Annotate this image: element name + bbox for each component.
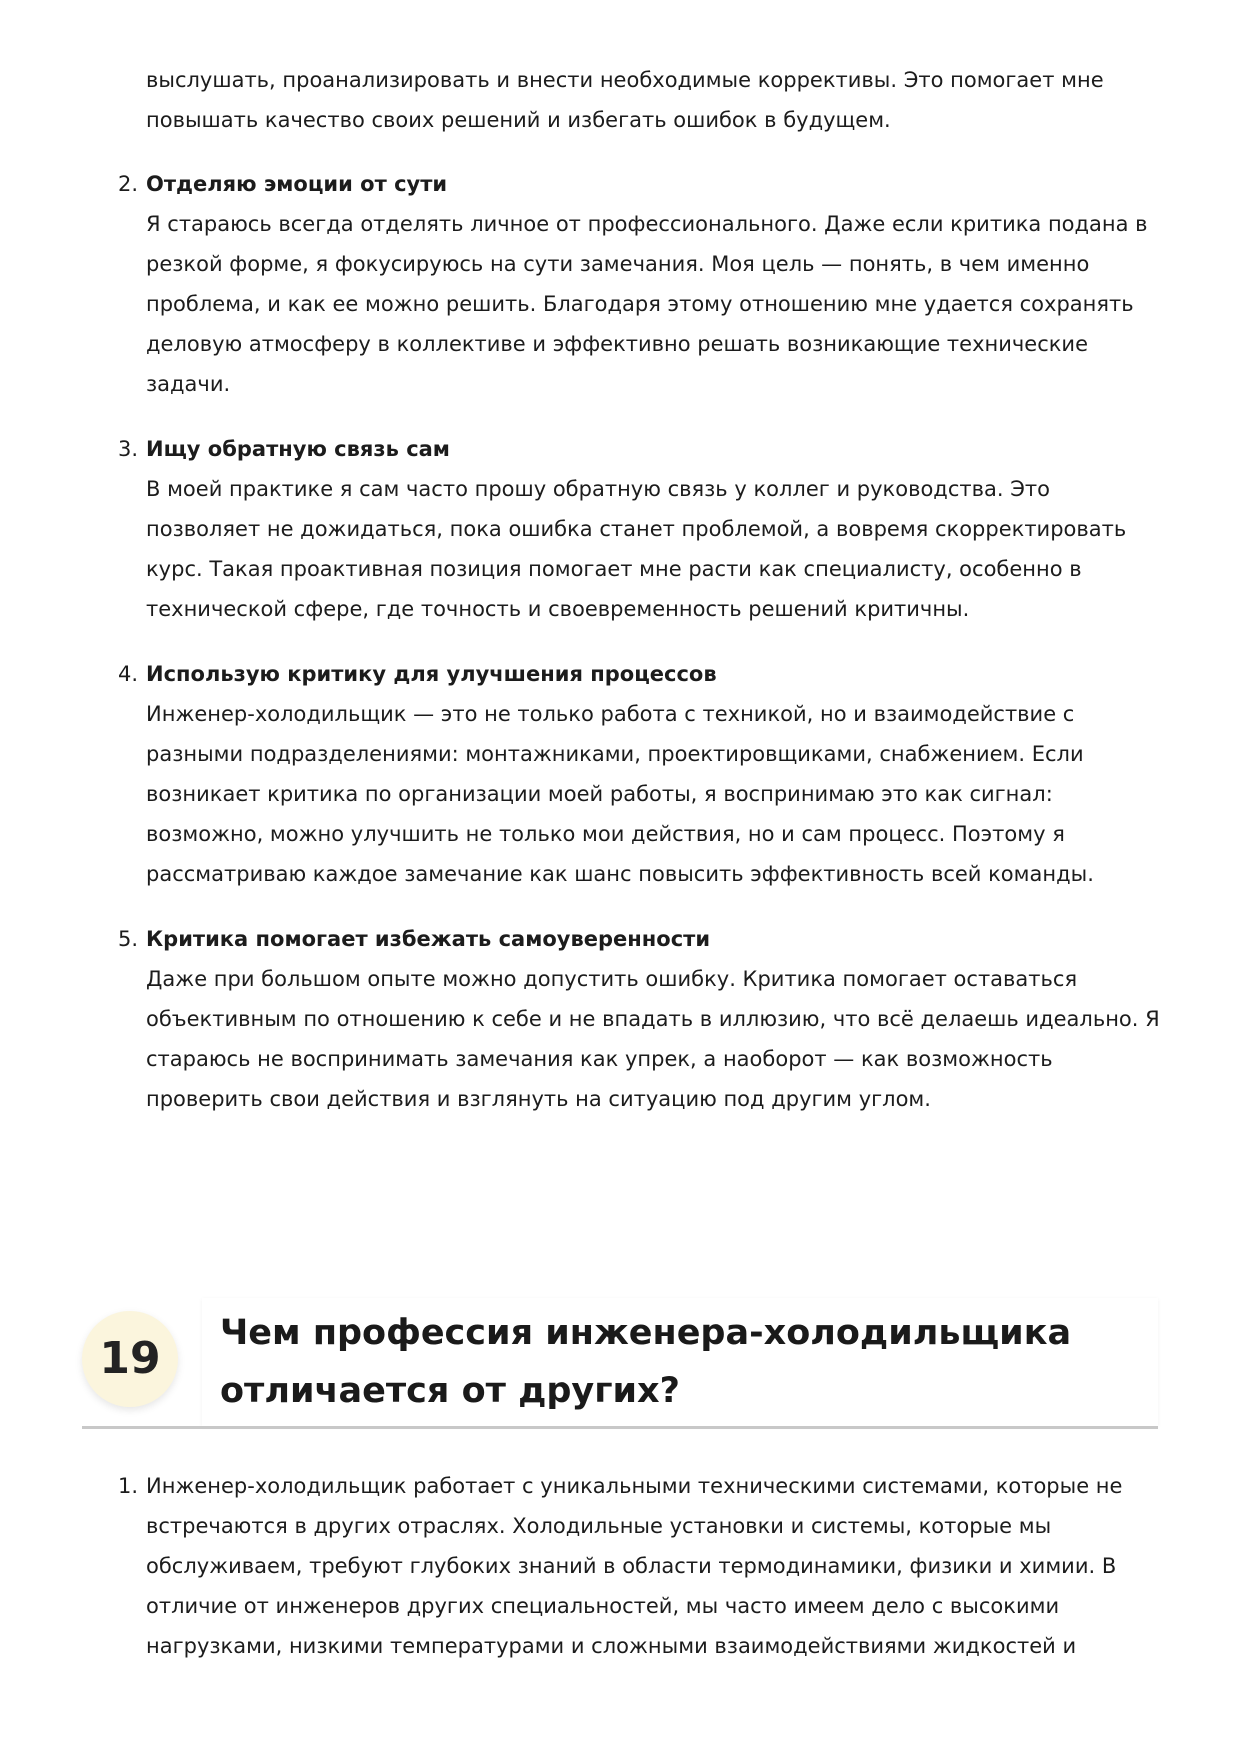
list-item-title: Ищу обратную связь сам	[146, 437, 450, 461]
continuation-paragraph	[146, 60, 1146, 140]
list-item-body: Я стараюсь всегда отделять личное от профессионального. Даже если критика подана в резкой форме, я фокусируюсь на сути замечания. Моя цель — понять, в чем именно проблема, и как ее можно решить. Благодаря этому отношению мне удается сохранять деловую атмосферу в коллективе и эффективно решать возникающие технические задачи.	[146, 212, 1148, 396]
continuation-text: выслушать, проанализировать и внести необходимые коррективы. Это помогает мне повышать качество своих решений и избегать ошибок в будущем.	[146, 68, 1104, 132]
list-item-body: Инженер-холодильщик — это не только работа с техникой, но и взаимодействие с разными подразделениями: монтажниками, проектировщиками, снабжением. Если возникает критика по организации моей работы, я воспринимаю это как сигнал: возможно, можно улучшить не только мои действия, но и сам процесс. Поэтому я рассматриваю каждое замечание как шанс повысить эффективность всей команды.	[146, 702, 1094, 886]
list-item-number: 3.	[118, 437, 139, 461]
list-item-number: 2.	[118, 172, 139, 196]
list-item	[118, 919, 1168, 1119]
list-item-number: 4.	[118, 662, 139, 686]
list-item-body: В моей практике я сам часто прошу обратную связь у коллег и руководства. Это позволяет не дожидаться, пока ошибка станет проблемой, а вовремя скорректировать курс. Такая проактивная позиция помогает мне расти как специалисту, особенно в технической сфере, где точность и своевременность решений критичны.	[146, 477, 1127, 621]
list-item	[118, 164, 1168, 404]
reasons-list	[118, 164, 1168, 1137]
differences-list	[118, 1466, 1168, 1666]
list-item-title: Использую критику для улучшения процессов	[146, 662, 717, 686]
list-item	[118, 1466, 1168, 1666]
section-title: Чем профессия инженера-холодильщика отличается от других?	[220, 1313, 1072, 1411]
list-item-number: 5.	[118, 927, 139, 951]
section-divider	[82, 1426, 1158, 1429]
list-item-number: 1.	[118, 1474, 139, 1498]
list-item	[118, 654, 1168, 894]
list-item-title: Критика помогает избежать самоуверенности	[146, 927, 711, 951]
section-header	[82, 1298, 1158, 1430]
list-item-body: Инженер-холодильщик работает с уникальными техническими системами, которые не встречаются в других отраслях. Холодильные установки и системы, которые мы обслуживаем, требуют глубоких знаний в области термодинамики, физики и химии. В отличие от инженеров других специальностей, мы часто имеем дело с высокими нагрузками, низкими температурами и сложными взаимодействиями жидкостей и	[146, 1474, 1123, 1658]
list-item-body: Даже при большом опыте можно допустить ошибку. Критика помогает оставаться объективным по отношению к себе и не впадать в иллюзию, что всё делаешь идеально. Я стараюсь не воспринимать замечания как упрек, а наоборот — как возможность проверить свои действия и взглянуть на ситуацию под другим углом.	[146, 967, 1160, 1111]
list-item	[118, 429, 1168, 629]
list-item-title: Отделяю эмоции от сути	[146, 172, 448, 196]
section-number-badge: 19	[82, 1311, 178, 1407]
